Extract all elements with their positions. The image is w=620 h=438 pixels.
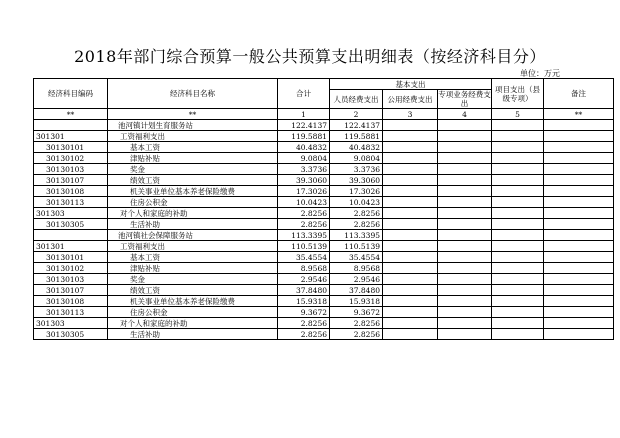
cell-project [492,274,544,285]
cell-personnel: 17.3026 [330,186,383,197]
cell-public [383,307,438,318]
cell-public [383,296,438,307]
cell-total: 2.8256 [278,219,330,230]
cell-public [383,274,438,285]
cell-total: 17.3026 [278,186,330,197]
cell-note [544,142,614,153]
cell-special [438,186,492,197]
table-row [34,208,614,219]
num-public: 3 [383,109,438,120]
cell-public [383,208,438,219]
cell-total: 39.3060 [278,175,330,186]
cell-name: 机关事业单位基本养老保险缴费 [108,296,278,307]
cell-note [544,318,614,329]
mark-note: ** [544,109,614,120]
cell-total: 119.5881 [278,131,330,142]
cell-project [492,241,544,252]
num-special: 4 [438,109,492,120]
cell-total: 2.8256 [278,208,330,219]
cell-note [544,230,614,241]
cell-total: 2.9546 [278,274,330,285]
cell-total: 37.8480 [278,285,330,296]
cell-project [492,252,544,263]
cell-public [383,318,438,329]
cell-name: 津贴补贴 [108,263,278,274]
cell-personnel: 15.9318 [330,296,383,307]
cell-project [492,208,544,219]
cell-code: 30130101 [34,252,108,263]
cell-public [383,230,438,241]
table-row [34,120,614,131]
table-row [34,252,614,263]
cell-personnel: 2.8256 [330,219,383,230]
cell-special [438,175,492,186]
table-row [34,186,614,197]
cell-personnel: 9.3672 [330,307,383,318]
cell-personnel: 37.8480 [330,285,383,296]
cell-project [492,175,544,186]
cell-total: 113.3395 [278,230,330,241]
header-note: 备注 [544,79,614,109]
cell-special [438,131,492,142]
cell-personnel: 9.0804 [330,153,383,164]
cell-public [383,241,438,252]
cell-personnel: 40.4832 [330,142,383,153]
cell-project [492,263,544,274]
cell-code: 30130102 [34,153,108,164]
cell-public [383,175,438,186]
cell-total: 2.8256 [278,329,330,340]
mark-name: ** [108,109,278,120]
unit-label: 单位：万元 [520,69,560,78]
table-row [34,274,614,285]
header-basic-group: 基本支出 [330,79,492,90]
table-row [34,175,614,186]
cell-special [438,285,492,296]
header-code: 经济科目编码 [34,79,108,109]
cell-name: 机关事业单位基本养老保险缴费 [108,186,278,197]
cell-note [544,285,614,296]
cell-name: 津贴补贴 [108,153,278,164]
cell-public [383,186,438,197]
cell-code: 301301 [34,131,108,142]
cell-code [34,230,108,241]
cell-total: 3.3736 [278,164,330,175]
cell-code: 301303 [34,318,108,329]
table-body [34,120,614,340]
cell-project [492,296,544,307]
cell-name: 奖金 [108,274,278,285]
cell-total: 35.4554 [278,252,330,263]
cell-special [438,274,492,285]
header-special: 专项业务经费支出 [438,90,491,108]
cell-name: 绩效工资 [108,285,278,296]
cell-code: 30130103 [34,164,108,175]
cell-name: 工资福利支出 [108,131,278,142]
cell-personnel: 113.3395 [330,230,383,241]
cell-note [544,153,614,164]
table-row [34,197,614,208]
cell-project [492,285,544,296]
cell-note [544,219,614,230]
table-row [34,131,614,142]
num-total: 1 [278,109,330,120]
cell-code: 30130108 [34,296,108,307]
cell-project [492,142,544,153]
cell-special [438,307,492,318]
cell-personnel: 3.3736 [330,164,383,175]
cell-code: 30130101 [34,142,108,153]
cell-total: 2.8256 [278,318,330,329]
cell-code: 30130113 [34,307,108,318]
cell-name: 对个人和家庭的补助 [108,318,278,329]
table-row [34,153,614,164]
cell-public [383,120,438,131]
cell-public [383,142,438,153]
table-row [34,219,614,230]
cell-personnel: 2.8256 [330,208,383,219]
cell-project [492,120,544,131]
header-public: 公用经费支出 [383,90,438,109]
cell-name: 基本工资 [108,142,278,153]
cell-note [544,252,614,263]
cell-name: 奖金 [108,164,278,175]
cell-total: 40.4832 [278,142,330,153]
cell-special [438,208,492,219]
cell-personnel: 119.5881 [330,131,383,142]
cell-personnel: 10.0423 [330,197,383,208]
cell-public [383,329,438,340]
cell-note [544,197,614,208]
cell-personnel: 8.9568 [330,263,383,274]
table-row [34,318,614,329]
cell-note [544,263,614,274]
table-row [34,164,614,175]
cell-code: 30130107 [34,285,108,296]
mark-code: ** [34,109,108,120]
table-row [34,329,614,340]
table-row [34,307,614,318]
table-row [34,241,614,252]
cell-project [492,186,544,197]
cell-note [544,208,614,219]
cell-special [438,252,492,263]
cell-code: 30130102 [34,263,108,274]
num-personnel: 2 [330,109,383,120]
cell-code: 301301 [34,241,108,252]
expenditure-table [33,78,614,340]
cell-name: 绩效工资 [108,175,278,186]
cell-project [492,131,544,142]
cell-code: 30130103 [34,274,108,285]
cell-project [492,329,544,340]
cell-name: 基本工资 [108,252,278,263]
cell-name: 对个人和家庭的补助 [108,208,278,219]
cell-special [438,142,492,153]
table-row [34,230,614,241]
cell-total: 9.3672 [278,307,330,318]
cell-personnel: 2.9546 [330,274,383,285]
cell-total: 110.5139 [278,241,330,252]
cell-note [544,164,614,175]
cell-total: 10.0423 [278,197,330,208]
cell-public [383,197,438,208]
page-title: 2018年部门综合预算一般公共预算支出明细表（按经济科目分） [74,47,546,66]
cell-special [438,241,492,252]
header-project: 项目支出（县级专项） [492,79,544,109]
cell-public [383,285,438,296]
cell-special [438,263,492,274]
cell-special [438,230,492,241]
cell-personnel: 39.3060 [330,175,383,186]
cell-note [544,120,614,131]
cell-personnel: 110.5139 [330,241,383,252]
header-name: 经济科目名称 [108,79,278,109]
cell-total: 9.0804 [278,153,330,164]
cell-note [544,296,614,307]
cell-total: 122.4137 [278,120,330,131]
cell-public [383,153,438,164]
cell-public [383,164,438,175]
cell-name: 生活补助 [108,219,278,230]
cell-special [438,164,492,175]
cell-public [383,252,438,263]
cell-note [544,175,614,186]
cell-total: 8.9568 [278,263,330,274]
cell-note [544,329,614,340]
cell-project [492,230,544,241]
cell-project [492,153,544,164]
table-row [34,296,614,307]
cell-personnel: 2.8256 [330,329,383,340]
cell-public [383,219,438,230]
cell-public [383,131,438,142]
cell-project [492,307,544,318]
cell-special [438,296,492,307]
cell-special [438,153,492,164]
cell-personnel: 122.4137 [330,120,383,131]
cell-personnel: 35.4554 [330,252,383,263]
cell-project [492,318,544,329]
cell-project [492,197,544,208]
cell-project [492,164,544,175]
cell-code: 30130305 [34,329,108,340]
cell-special [438,219,492,230]
table-row [34,263,614,274]
header-total: 合计 [278,79,330,109]
cell-note [544,241,614,252]
table-row [34,142,614,153]
header-personnel: 人员经费支出 [330,90,383,109]
cell-code: 30130108 [34,186,108,197]
cell-name: 生活补助 [108,329,278,340]
cell-project [492,219,544,230]
cell-name: 工资福利支出 [108,241,278,252]
cell-note [544,307,614,318]
cell-code [34,120,108,131]
cell-code: 30130107 [34,175,108,186]
cell-name: 池河镇社会保障服务站 [108,230,278,241]
cell-personnel: 2.8256 [330,318,383,329]
cell-code: 30130113 [34,197,108,208]
cell-special [438,120,492,131]
cell-note [544,186,614,197]
cell-name: 池河镇计划生育服务站 [108,120,278,131]
cell-special [438,197,492,208]
table-row [34,285,614,296]
cell-name: 住房公积金 [108,307,278,318]
cell-special [438,329,492,340]
cell-code: 301303 [34,208,108,219]
cell-special [438,318,492,329]
cell-total: 15.9318 [278,296,330,307]
num-project: 5 [492,109,544,120]
cell-note [544,274,614,285]
cell-name: 住房公积金 [108,197,278,208]
cell-note [544,131,614,142]
cell-code: 30130305 [34,219,108,230]
cell-public [383,263,438,274]
